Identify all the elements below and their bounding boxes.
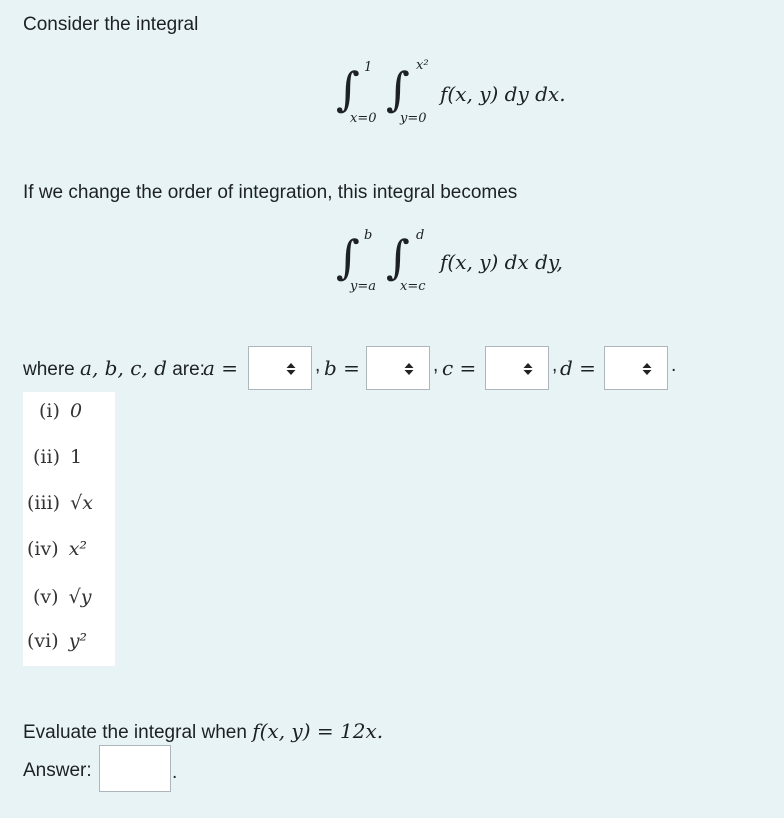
inner-upper-limit: x² <box>416 58 429 73</box>
option-item <box>27 630 87 652</box>
evaluate-label: Evaluate the integral when <box>23 722 247 743</box>
evaluate-line <box>23 719 383 744</box>
answer-input[interactable] <box>99 745 171 792</box>
where-line <box>23 356 205 381</box>
where-label: where <box>23 359 75 380</box>
integral-2 <box>336 224 596 304</box>
option-item <box>33 446 82 468</box>
answer-label: Answer: <box>23 760 92 781</box>
option-expr: y² <box>68 630 88 652</box>
comma: , <box>433 355 439 376</box>
inner-lower-limit: y=0 <box>400 111 427 126</box>
integrand: f(x, y) dx dy, <box>440 250 563 274</box>
outer-upper-limit: 1 <box>364 60 373 75</box>
option-number: (v) <box>33 586 59 608</box>
option-item <box>27 538 87 560</box>
comma: , <box>552 355 558 376</box>
integral-sign: ∫ <box>336 62 360 116</box>
outer-lower-limit: y=a <box>350 279 376 294</box>
select-c[interactable] <box>485 346 549 390</box>
option-number: (iii) <box>27 492 61 514</box>
field-a-label: a = <box>203 356 239 380</box>
option-expr: √y <box>68 586 92 608</box>
option-expr: √x <box>70 492 93 514</box>
outer-upper-limit: b <box>364 228 373 243</box>
field-d-label: d = <box>560 356 596 380</box>
up-down-arrows-icon <box>403 361 415 377</box>
option-number: (ii) <box>33 446 60 468</box>
option-number: (iv) <box>27 538 59 560</box>
field-c-label: c = <box>442 356 477 380</box>
inner-upper-limit: d <box>416 228 425 243</box>
inner-lower-limit: x=c <box>400 279 426 294</box>
period: . <box>172 762 178 783</box>
comma: , <box>315 355 321 376</box>
select-a[interactable] <box>248 346 312 390</box>
select-d[interactable] <box>604 346 668 390</box>
option-expr: 0 <box>69 400 83 422</box>
outer-lower-limit: x=0 <box>350 111 377 126</box>
integral-1 <box>336 56 596 136</box>
field-b-label: b = <box>324 356 360 380</box>
options-list <box>23 392 115 666</box>
are-label: are: <box>172 359 205 380</box>
period: . <box>671 355 677 376</box>
up-down-arrows-icon <box>641 361 653 377</box>
option-number: (i) <box>39 400 60 422</box>
integral-sign: ∫ <box>336 230 360 284</box>
change-order-text: If we change the order of integration, this integral becomes <box>23 182 518 203</box>
integrand: f(x, y) dy dx. <box>440 82 566 106</box>
integral-sign: ∫ <box>386 230 410 284</box>
option-expr: x² <box>68 538 88 560</box>
option-item <box>27 492 93 514</box>
option-number: (vi) <box>27 630 59 652</box>
option-item <box>39 400 82 422</box>
intro-text: Consider the integral <box>23 14 199 35</box>
evaluate-expr: f(x, y) = 12x. <box>252 719 384 743</box>
up-down-arrows-icon <box>522 361 534 377</box>
up-down-arrows-icon <box>285 361 297 377</box>
where-vars: a, b, c, d <box>80 356 167 380</box>
integral-sign: ∫ <box>386 62 410 116</box>
option-item <box>33 586 91 608</box>
select-b[interactable] <box>366 346 430 390</box>
option-expr: 1 <box>70 446 83 468</box>
